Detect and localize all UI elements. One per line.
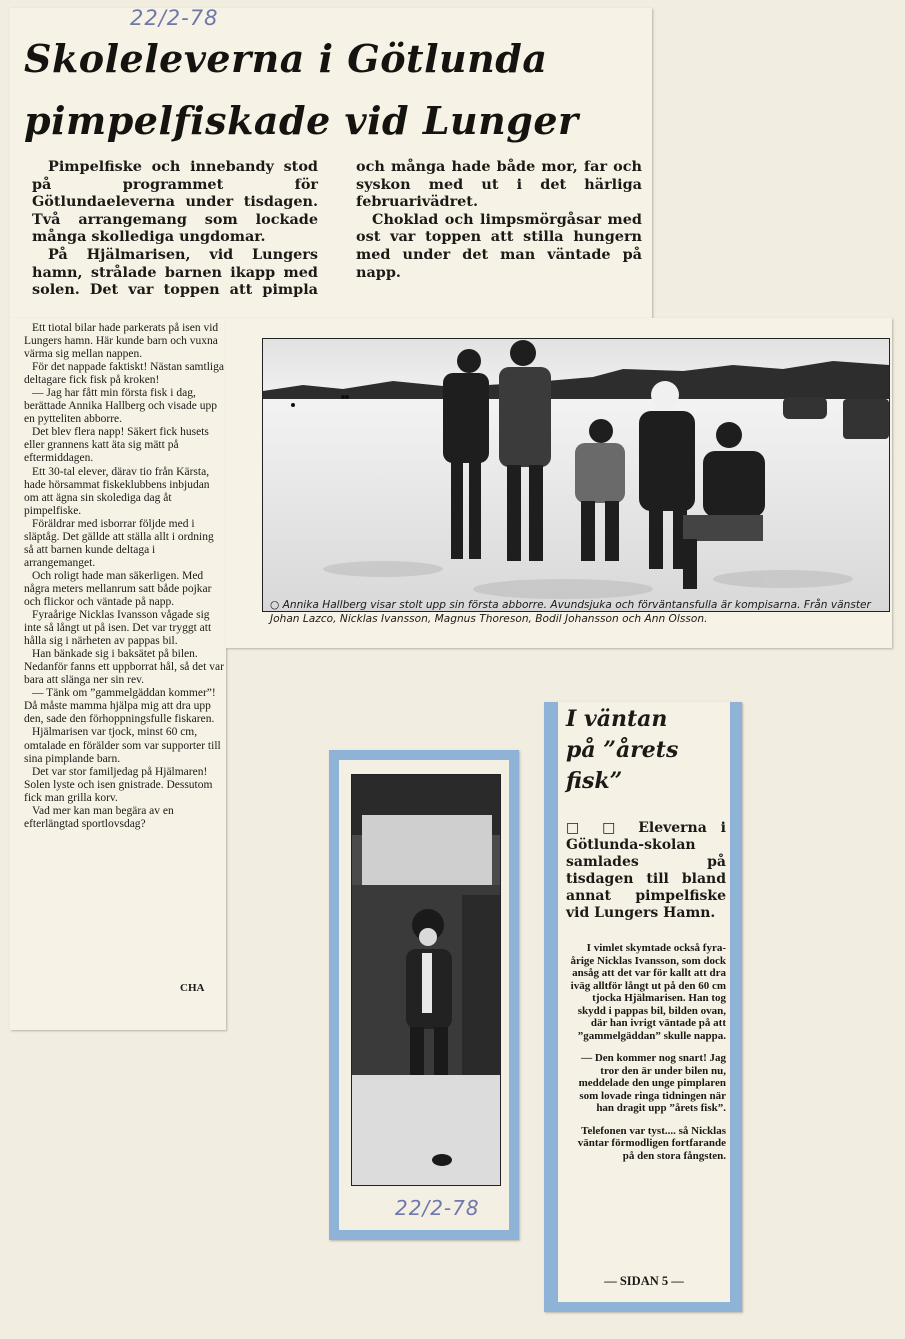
photo-caption: ○ Annika Hallberg visar stolt upp sin första abborre. Avundsjuka och förväntansfulla är kompisarna. Från vänster Johan Lazco, Nicklas Ivansson, Magnus Thoreson, Bodil Johansson och Ann Olsson. — [270, 599, 871, 625]
lead-paragraph: Choklad och limpsmörgåsar med ost var toppen att stilla hungern med under det man väntade på napp. — [356, 210, 642, 281]
photo-clipping — [226, 318, 892, 648]
sidebar-title-line-1: I väntan — [566, 706, 668, 732]
sidebar-title — [566, 704, 678, 797]
lead-text — [32, 158, 642, 299]
body-paragraph: För det nappade faktiskt! Nästan samtliga deltagare fick fisk på kroken! — [24, 361, 224, 387]
sidebar-panel — [558, 702, 730, 1302]
body-paragraph: — Tänk om ”gammelgäddan kommer”! Då måste mamma hjälpa mig att dra upp den, sade den förhoppningsfulle fiskaren. — [24, 687, 216, 726]
byline: CHA — [180, 982, 205, 994]
body-paragraph: Ett tiotal bilar hade parkerats på isen vid Lungers hamn. Här kunde barn och vuxna värma sig mellan nappen. — [24, 322, 219, 361]
headline — [24, 28, 579, 152]
body-paragraph: Han bänkade sig i baksätet på bilen. Nedanför fanns ett uppborrat hål, så det var bara att slänga ner sin rev. — [24, 648, 224, 687]
body-paragraph: Det blev flera napp! Säkert fick husets eller grannens katt äta sig mätt på eftermiddagen. — [24, 426, 209, 465]
child-in-car-photo — [351, 774, 501, 1186]
handwritten-date-bottom: 22/2-78 — [395, 1196, 480, 1220]
sidebar-title-line-3: fisk” — [566, 768, 623, 794]
body-paragraph: Och roligt hade man säkerligen. Med några meters mellanrum satt både pojkar och flickor och väntade på napp. — [24, 569, 212, 608]
headline-clipping — [10, 8, 652, 318]
body-column — [24, 322, 224, 831]
sidebar-clipping — [544, 702, 742, 1312]
headline-line-2: pimpelfiskade vid Lunger — [24, 98, 579, 143]
body-paragraph: Fyraårige Nicklas Ivansson vågade sig inte så långt ut på isen. Det var tryggt att hålla sig i närheten av pappas bil. — [24, 609, 212, 648]
headline-line-1: Skoleleverna i Götlunda — [24, 36, 548, 81]
sidebar-intro: □ □ Eleverna i Götlunda-skolan samlades på tisdagen till bland annat pimpelfiske vid Lungers Hamn. — [566, 820, 726, 921]
body-paragraph: Hjälmarisen var tjock, minst 60 cm, omtalade en förälder som var supporter till sina pimplande barn. — [24, 726, 221, 765]
handwritten-date-top: 22/2-78 — [130, 6, 219, 30]
body-clipping — [10, 318, 226, 1030]
body-paragraph: Föräldrar med isborrar följde med i släptåg. Det gällde att ställa allt i ordning så att barnen kunde deltaga i arrangemanget. — [24, 517, 214, 569]
body-paragraph: — Jag har fått min första fisk i dag, berättade Annika Hallberg och visade upp en pytteliten abborre. — [24, 387, 217, 426]
small-photo-frame — [339, 760, 509, 1230]
group-photo — [262, 338, 890, 612]
small-photo-clipping — [329, 750, 519, 1240]
sidebar-paragraph: I vimlet skymtade också fyra-årige Nicklas Ivansson, som dock ansåg att det var för kallt att dra iväg alltför långt ut på den 60 cm tjocka Hjälmarisen. Han tog skydd i pappas bil, bilden ovan, där han ivrigt väntade på att ”gammelgäddan” skulle nappa. — [570, 942, 726, 1042]
sidebar-body — [566, 942, 726, 1172]
body-paragraph: Det var stor familjedag på Hjälmaren! Solen lyste och isen gnistrade. Dessutom fick man grilla korv. — [24, 765, 213, 804]
sidebar-paragraph: Telefonen var tyst.... så Nicklas väntar förmodligen fortfarande på den stora fångsten. — [577, 1124, 726, 1162]
sidebar-title-line-2: på ”årets — [566, 737, 679, 763]
lead-paragraph: Pimpelfiske och innebandy stod på programmet för Götlundaeleverna under tisdagen. Två arrangemang som lockade många skollediga ungdomar. — [32, 158, 318, 246]
body-paragraph: Ett 30-tal elever, därav tio från Kärsta, hade hörsammat fiskeklubbens inbjudan om att ägna sin skolediga dag åt pimpelfiske. — [24, 465, 210, 517]
sidebar-paragraph: — Den kommer nog snart! Jag tror den är under bilen nu, meddelade den unge pimplaren som lovade ringa tidningen när han dragit upp ”årets fisk”. — [578, 1052, 726, 1114]
lead-paragraph: På Hjälmarisen, vid Lungers hamn, strålade barnen ikapp med solen. Det var toppen att pimpla och många hade både mor, far och syskon med ut i det härliga februarivädret. — [32, 158, 642, 299]
page-footer: — SIDAN 5 — — [604, 1274, 684, 1288]
body-paragraph: Vad mer kan man begära av en efterlängtad sportlovsdag? — [24, 804, 174, 830]
